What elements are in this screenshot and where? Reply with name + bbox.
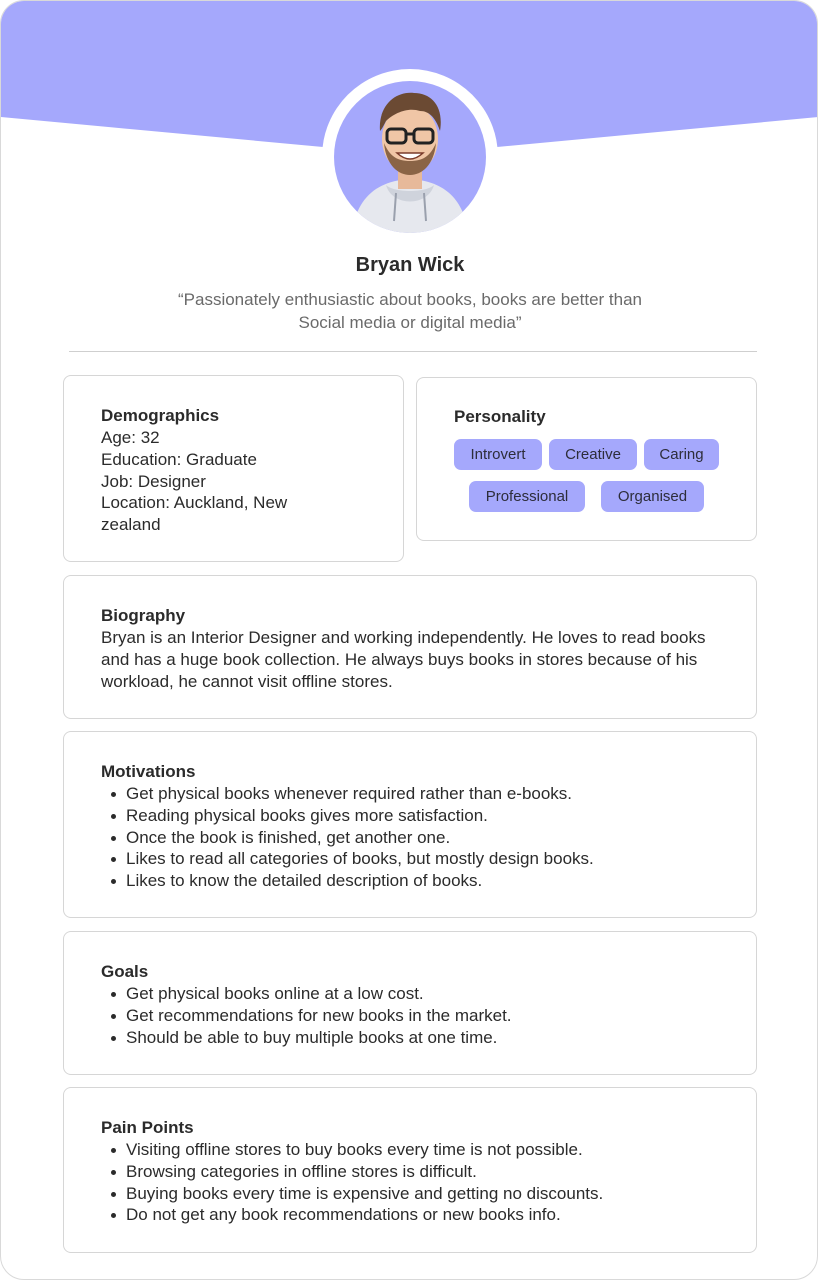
divider [69, 351, 757, 352]
list-item: Get recommendations for new books in the market. [126, 1005, 726, 1027]
goals-list [101, 983, 726, 1048]
demographics-age: Age: 32 [101, 428, 160, 447]
list-item: Browsing categories in offline stores is difficult. [126, 1161, 726, 1183]
trait-chip: Introvert [454, 439, 542, 470]
motivations-title: Motivations [101, 762, 196, 781]
biography-text: Bryan is an Interior Designer and working independently. He loves to read books and has a huge book collection. He always buys books in stores because of his workload, he cannot visit offline stores. [101, 628, 706, 691]
demographics-job: Job: Designer [101, 471, 206, 491]
persona-name: Bryan Wick [355, 254, 465, 276]
list-item: Once the book is finished, get another one. [126, 827, 726, 849]
demographics-location: Location: Auckland, New zealand [101, 493, 288, 535]
list-item: Buying books every time is expensive and getting no discounts. [126, 1183, 726, 1205]
demographics-card [63, 375, 404, 562]
pain-points-title: Pain Points [101, 1118, 194, 1137]
avatar [334, 81, 486, 233]
biography-card [63, 575, 757, 719]
trait-chip: Creative [549, 439, 637, 470]
list-item: Visiting offline stores to buy books every time is not possible. [126, 1139, 726, 1161]
list-item: Get physical books online at a low cost. [126, 983, 726, 1005]
biography-title: Biography [101, 606, 186, 625]
demographics-title: Demographics [101, 406, 220, 425]
persona-quote: “Passionately enthusiastic about books, books are better than Social media or digital media” [177, 290, 642, 332]
list-item: Do not get any book recommendations or new books info. [126, 1204, 726, 1226]
goals-title: Goals [101, 962, 149, 981]
motivations-list [101, 783, 726, 892]
motivations-card [63, 731, 757, 918]
list-item: Likes to read all categories of books, but mostly design books. [126, 848, 726, 870]
person-portrait-icon [334, 81, 486, 233]
personality-title: Personality [454, 407, 546, 426]
trait-chip: Caring [644, 439, 719, 470]
list-item: Get physical books whenever required rather than e-books. [126, 783, 726, 805]
personality-card [416, 377, 757, 541]
list-item: Should be able to buy multiple books at one time. [126, 1027, 726, 1049]
list-item: Likes to know the detailed description of books. [126, 870, 726, 892]
trait-chip: Professional [469, 481, 585, 512]
pain-points-card [63, 1087, 757, 1253]
list-item: Reading physical books gives more satisfaction. [126, 805, 726, 827]
demographics-education: Education: Graduate [101, 449, 257, 469]
goals-card [63, 931, 757, 1075]
trait-chip: Organised [601, 481, 704, 512]
pain-points-list [101, 1139, 726, 1226]
